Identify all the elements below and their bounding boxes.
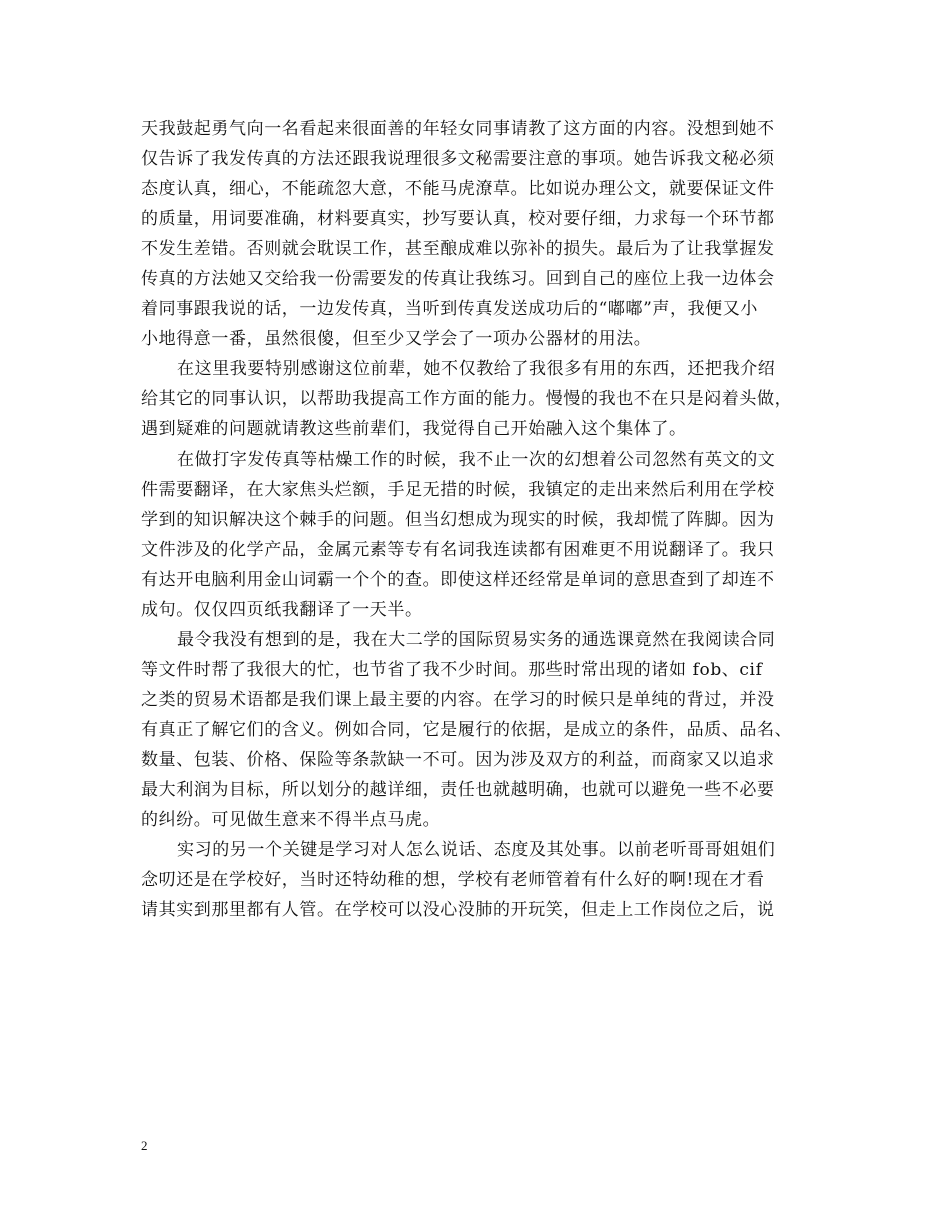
text-line: 的质量，用词要准确，材料要真实，抄写要认真，校对要仔细，力求每一个环节都	[141, 209, 775, 230]
paragraph-first-line: 在做打字发传真等枯燥工作的时候，我不止一次的幻想着公司忽然有英文的文	[177, 449, 776, 470]
text-line: 的纠纷。可见做生意来不得半点马虎。	[141, 810, 441, 831]
text-line: 着同事跟我说的话，一边发传真，当听到传真发送成功后的“嘟嘟”声，我便又小	[141, 299, 758, 320]
text-line: 件需要翻译，在大家焦头烂额，手足无措的时候，我镇定的走出来然后利用在学校	[141, 479, 775, 500]
text-line: 等文件时帮了我很大的忙，也节省了我不少时间。那些时常出现的诸如 fob、cif	[141, 659, 763, 680]
text-line: 小地得意一番，虽然很傻，但至少又学会了一项办公器材的用法。	[141, 329, 652, 350]
text-line: 请其实到那里都有人管。在学校可以没心没肺的开玩笑，但走上工作岗位之后，说	[141, 900, 775, 921]
text-line: 有真正了解它们的含义。例如合同，它是履行的依据，是成立的条件，品质、品名、	[141, 719, 793, 740]
text-line: 之类的贸易术语都是我们课上最主要的内容。在学习的时候只是单纯的背过，并没	[141, 689, 775, 710]
text-line: 数量、包装、价格、保险等条款缺一不可。因为涉及双方的利益，而商家又以追求	[141, 749, 775, 770]
text-line: 仅告诉了我发传真的方法还跟我说理很多文秘需要注意的事项。她告诉我文秘必须	[141, 149, 775, 170]
text-line: 天我鼓起勇气向一名看起来很面善的年轻女同事请教了这方面的内容。没想到她不	[141, 119, 775, 139]
text-line: 传真的方法她又交给我一份需要发的传真让我练习。回到自己的座位上我一边体会	[141, 269, 775, 290]
text-line: 给其它的同事认识，以帮助我提高工作方面的能力。慢慢的我也不在只是闷着头做，	[141, 389, 793, 410]
text-line: 态度认真，细心，不能疏忽大意，不能马虎潦草。比如说办理公文，就要保证文件	[141, 179, 775, 200]
paragraph-first-line: 最令我没有想到的是，我在大二学的国际贸易实务的通选课竟然在我阅读合同	[177, 629, 776, 650]
text-line: 遇到疑难的问题就请教这些前辈们，我觉得自己开始融入这个集体了。	[141, 419, 687, 440]
paragraph-first-line: 在这里我要特别感谢这位前辈，她不仅教给了我很多有用的东西，还把我介绍	[177, 359, 776, 380]
body-text	[141, 114, 825, 925]
text-line: 成句。仅仅四页纸我翻译了一天半。	[141, 599, 423, 620]
text-line: 文件涉及的化学产品，金属元素等专有名词我连读都有困难更不用说翻译了。我只	[141, 539, 775, 560]
text-line: 不发生差错。否则就会耽误工作，甚至酿成难以弥补的损失。最后为了让我掌握发	[141, 239, 775, 260]
text-line: 念叨还是在学校好，当时还特幼稚的想，学校有老师管着有什么好的啊!现在才看	[141, 870, 765, 891]
paragraph-first-line: 实习的另一个关键是学习对人怎么说话、态度及其处事。以前老听哥哥姐姐们	[177, 840, 776, 861]
page-number: 2	[141, 1138, 148, 1153]
text-line: 学到的知识解决这个棘手的问题。但当幻想成为现实的时候，我却慌了阵脚。因为	[141, 509, 775, 530]
text-line: 最大利润为目标，所以划分的越详细，责任也就越明确，也就可以避免一些不必要	[141, 780, 775, 801]
text-line: 有达开电脑利用金山词霸一个个的查。即使这样还经常是单词的意思查到了却连不	[141, 569, 775, 590]
